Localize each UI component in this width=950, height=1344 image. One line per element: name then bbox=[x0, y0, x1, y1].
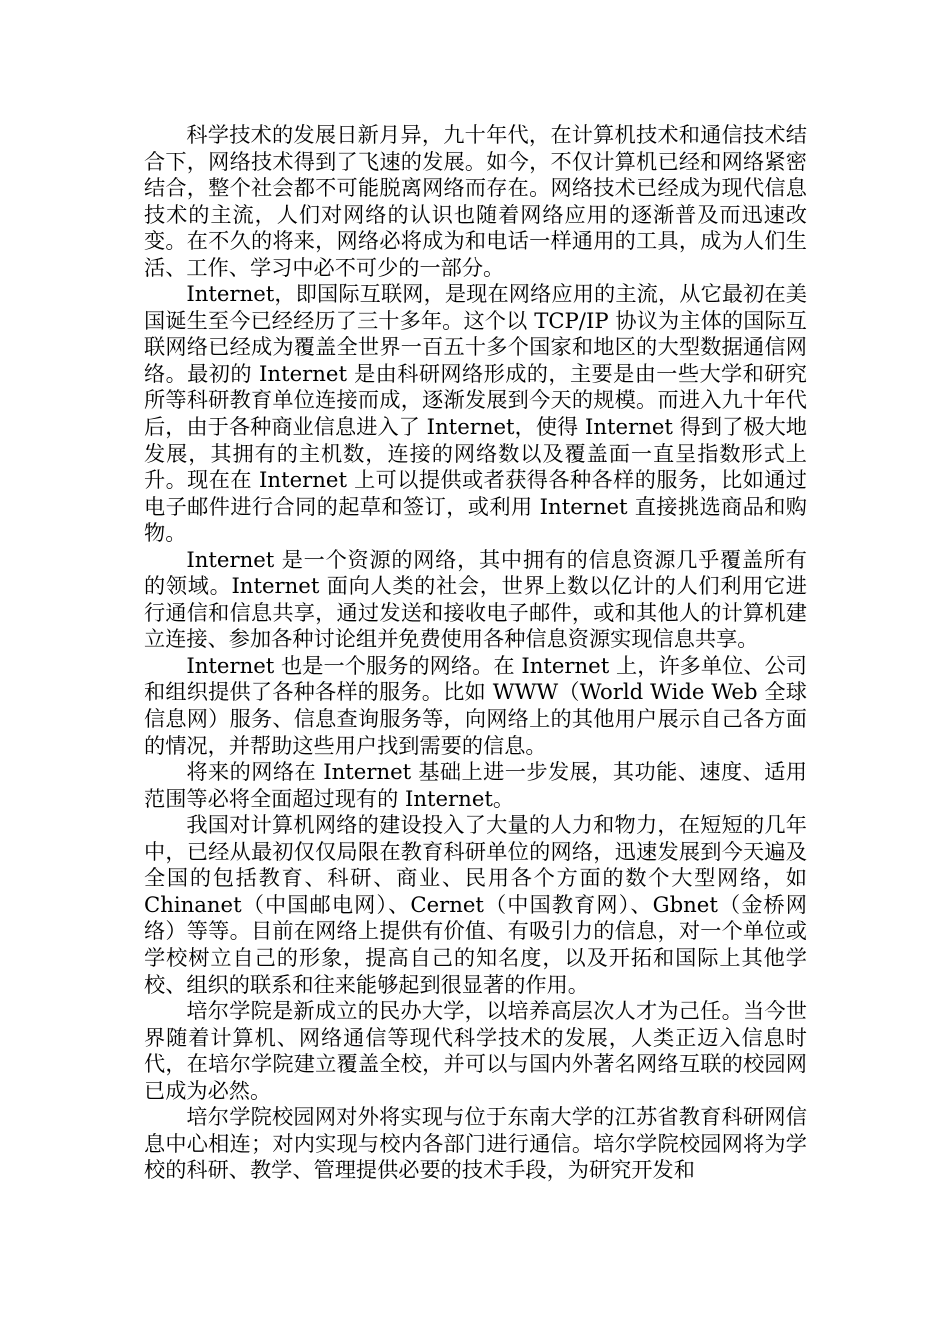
paragraph-2: Internet，即国际互联网，是现在网络应用的主流，从它最初在美国诞生至今已经经历了三十多年。这个以 TCP/IP 协议为主体的国际互联网络已经成为覆盖全世界一百五十多个国家和地区的大型数据通信网络。最初的 Internet 是由科研网络形成的，主要是由一些大学和研究所等科研教育单位连接而成，逐渐发展到今天的规模。而进入九十年代后，由于各种商业信息进入了 Internet，使得 Internet 得到了极大地发展，其拥有的主机数，连接的网络数以及覆盖面一直呈指数形式上升。现在在 Internet 上可以提供或者获得各种各样的服务，比如通过电子邮件进行合同的起草和签订，或利用 Internet 直接挑选商品和购物。 bbox=[144, 281, 807, 546]
paragraph-4: Internet 也是一个服务的网络。在 Internet 上，许多单位、公司和组织提供了各种各样的服务。比如 WWW（World Wide Web 全球信息网）服务、信息查询服务等，向网络上的其他用户展示自己各方面的情况，并帮助这些用户找到需要的信息。 bbox=[144, 652, 807, 758]
paragraph-7: 培尔学院是新成立的民办大学，以培养高层次人才为己任。当今世界随着计算机、网络通信等现代科学技术的发展，人类正迈入信息时代，在培尔学院建立覆盖全校，并可以与国内外著名网络互联的校园网已成为必然。 bbox=[144, 998, 807, 1103]
paragraph-5: 将来的网络在 Internet 基础上进一步发展，其功能、速度、适用范围等必将全面超过现有的 Internet。 bbox=[144, 759, 807, 811]
paragraph-1: 科学技术的发展日新月异，九十年代，在计算机技术和通信技术结合下，网络技术得到了飞速的发展。如今，不仅计算机已经和网络紧密结合，整个社会都不可能脱离网络而存在。网络技术已经成为现代信息技术的主流，人们对网络的认识也随着网络应用的逐渐普及而迅速改变。在不久的将来，网络必将成为和电话一样通用的工具，成为人们生活、工作、学习中必不可少的一部分。 bbox=[144, 122, 807, 280]
document-body bbox=[144, 122, 807, 1184]
paragraph-6: 我国对计算机网络的建设投入了大量的人力和物力，在短短的几年中，已经从最初仅仅局限在教育科研单位的网络，迅速发展到今天遍及全国的包括教育、科研、商业、民用各个方面的数个大型网络，如 Chinanet（中国邮电网）、Cernet（中国教育网）、Gbnet（金桥网络）等等。目前在网络上提供有价值、有吸引力的信息，对一个单位或学校树立自己的形象，提高自己的知名度，以及开拓和国际上其他学校、组织的联系和往来能够起到很显著的作用。 bbox=[144, 812, 807, 997]
paragraph-3: Internet 是一个资源的网络，其中拥有的信息资源几乎覆盖所有的领域。Internet 面向人类的社会，世界上数以亿计的人们利用它进行通信和信息共享，通过发送和接收电子邮件，或和其他人的计算机建立连接、参加各种讨论组并免费使用各种信息资源实现信息共享。 bbox=[144, 546, 807, 652]
paragraph-8: 培尔学院校园网对外将实现与位于东南大学的江苏省教育科研网信息中心相连；对内实现与校内各部门进行通信。培尔学院校园网将为学校的科研、教学、管理提供必要的技术手段，为研究开发和 bbox=[144, 1104, 807, 1183]
